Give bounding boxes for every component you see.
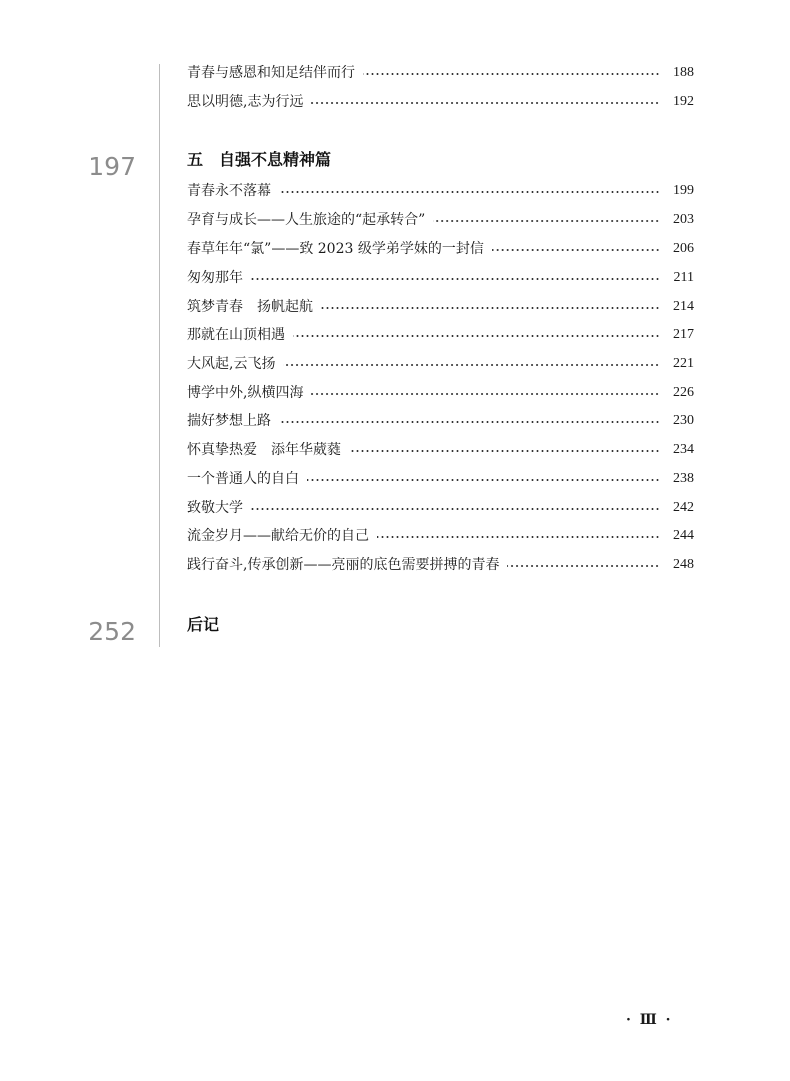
toc-entry-title: 春草年年“氯”——致 2023 级学弟学妹的一封信: [187, 241, 484, 257]
toc-entry[interactable]: [187, 526, 694, 546]
toc-entry-page: 192: [673, 94, 694, 109]
toc-entry[interactable]: [187, 239, 694, 259]
toc-entry-title: 怀真挚热爱 添年华葳蕤: [187, 442, 341, 458]
toc-entry[interactable]: [187, 383, 694, 403]
toc-entry-title: 思以明德,志为行远: [187, 94, 304, 110]
toc-entry-page: 188: [673, 65, 694, 80]
dot-leader: [251, 278, 660, 280]
dot-leader: [311, 102, 660, 104]
toc-entry-page: 248: [673, 557, 694, 572]
section-start-page: 197: [88, 152, 136, 181]
dot-leader: [251, 508, 660, 510]
toc-entry-page: 206: [673, 241, 694, 256]
toc-entry-title: 那就在山顶相遇: [187, 327, 285, 343]
margin-divider-line: [159, 64, 160, 647]
dot-leader: [293, 335, 660, 337]
dot-leader: [492, 249, 660, 251]
toc-entry-page: 234: [673, 442, 694, 457]
dot-leader: [377, 536, 660, 538]
toc-entry-page: 244: [673, 528, 694, 543]
dot-leader: [507, 565, 660, 567]
toc-entry-page: 238: [673, 471, 694, 486]
dot-leader: [279, 191, 660, 193]
toc-entry-title: 匆匆那年: [187, 270, 243, 286]
afterword-start-page: 252: [88, 617, 136, 646]
toc-entry-title: 一个普通人的自白: [187, 471, 299, 487]
dot-leader: [279, 421, 660, 423]
toc-entry[interactable]: [187, 354, 694, 374]
dot-leader: [321, 307, 660, 309]
page-folio: · Ⅲ ·: [626, 1012, 673, 1028]
dot-leader: [311, 393, 660, 395]
toc-entry-page: 214: [673, 299, 694, 314]
toc-entry[interactable]: [187, 325, 694, 345]
toc-entry-title: 筑梦青春 扬帆起航: [187, 299, 313, 315]
toc-entry-title: 青春永不落幕: [187, 183, 271, 199]
toc-entry-title: 青春与感恩和知足结伴而行: [187, 65, 355, 81]
toc-entry-page: 203: [673, 212, 694, 227]
toc-entry-title: 流金岁月——献给无价的自己: [187, 528, 369, 544]
toc-entry-title: 博学中外,纵横四海: [187, 385, 304, 401]
dot-leader: [363, 73, 660, 75]
toc-entry-title: 践行奋斗,传承创新——亮丽的底色需要拼搏的青春: [187, 557, 500, 573]
dot-leader: [307, 479, 660, 481]
toc-entry[interactable]: [187, 181, 694, 201]
toc-entry[interactable]: [187, 440, 694, 460]
toc-entry[interactable]: [187, 92, 694, 112]
toc-entry-page: 242: [673, 500, 694, 515]
dot-leader: [433, 220, 660, 222]
toc-entry-page: 221: [673, 356, 694, 371]
toc-entry[interactable]: [187, 210, 694, 230]
toc-entry[interactable]: [187, 411, 694, 431]
section-title[interactable]: 五 自强不息精神篇: [187, 150, 332, 169]
toc-entry-page: 230: [673, 413, 694, 428]
toc-entry[interactable]: [187, 555, 694, 575]
toc-entry-page: 199: [673, 183, 694, 198]
toc-entry[interactable]: [187, 297, 694, 317]
toc-entry[interactable]: [187, 63, 694, 83]
toc-entry[interactable]: [187, 469, 694, 489]
toc-entry-title: 孕育与成长——人生旅途的“起承转合”: [187, 212, 426, 228]
toc-entry-title: 大风起,云飞扬: [187, 356, 276, 372]
toc-entry[interactable]: [187, 268, 694, 288]
toc-entry-page: 217: [673, 327, 694, 342]
dot-leader: [283, 364, 660, 366]
toc-entry-title: 致敬大学: [187, 500, 243, 516]
dot-leader: [349, 450, 660, 452]
toc-entry-page: 226: [673, 385, 694, 400]
afterword-title[interactable]: 后记: [187, 615, 220, 634]
toc-entry-page: 211: [673, 270, 694, 285]
toc-entry[interactable]: [187, 498, 694, 518]
toc-entry-title: 揣好梦想上路: [187, 413, 271, 429]
